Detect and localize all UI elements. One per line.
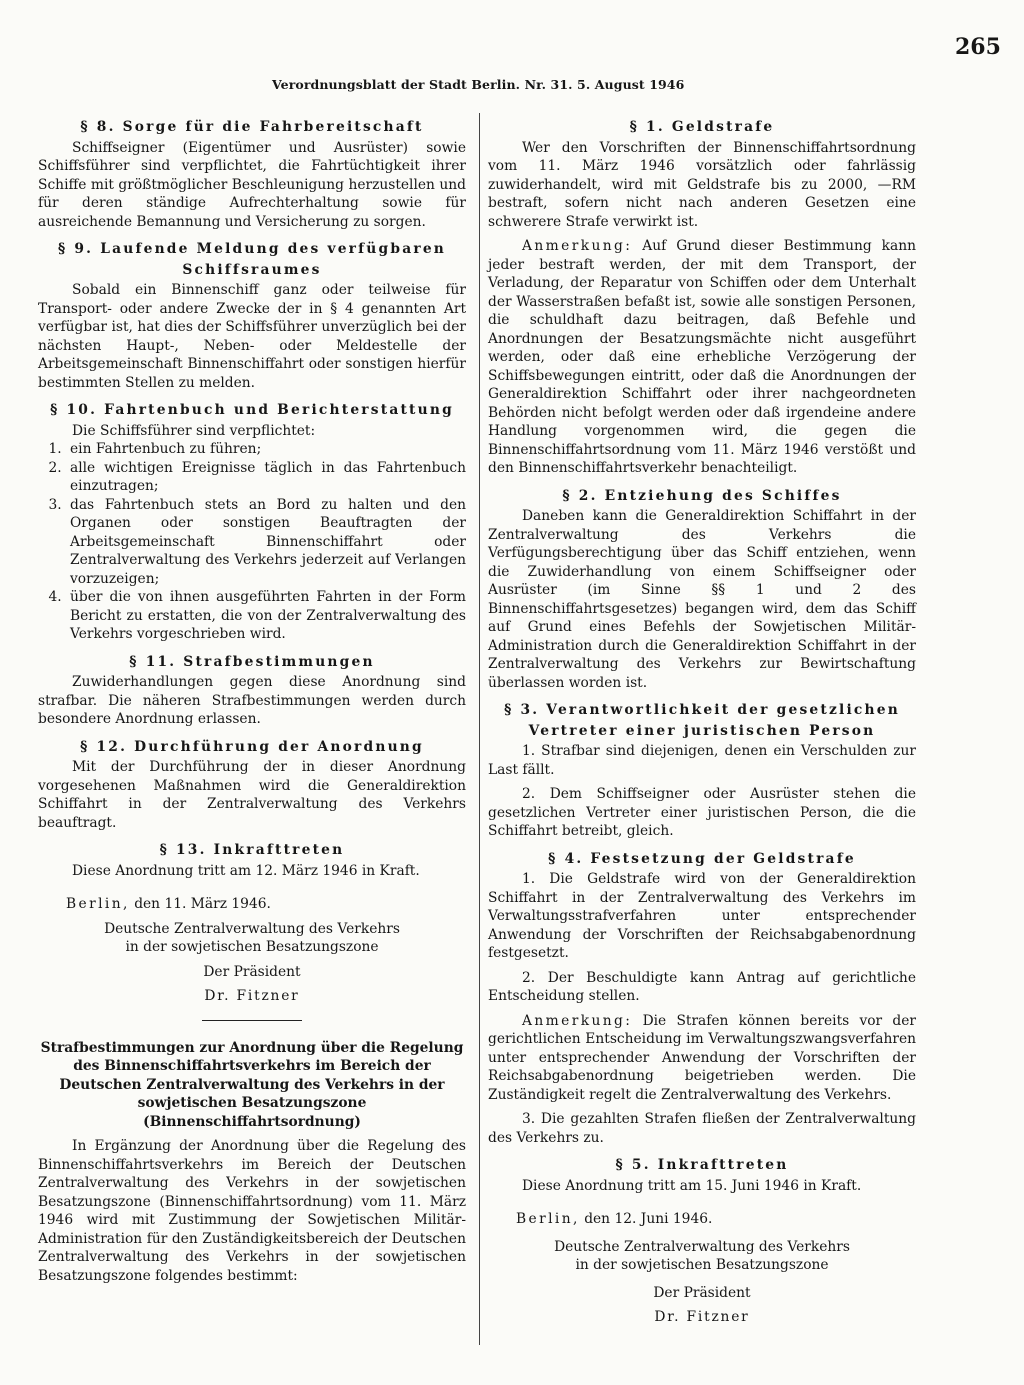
right-section-5-text: Diese Anordnung tritt am 15. Juni 1946 in Kraft. bbox=[522, 1177, 862, 1194]
date-text: den 12. Juni 1946. bbox=[584, 1211, 713, 1227]
section-13-heading: § 13. Inkrafttreten bbox=[159, 842, 345, 858]
date-place: Berlin, bbox=[516, 1211, 580, 1227]
note-label: Anmerkung: bbox=[522, 238, 633, 254]
section-10-intro: Die Schiffsführer sind verpflichtet: bbox=[72, 422, 316, 439]
running-head: Verordnungsblatt der Stadt Berlin. Nr. 31. 5. August 1946 bbox=[272, 77, 685, 92]
right-section-4-note bbox=[488, 1012, 916, 1105]
section-12-text: Mit der Durchführung der in dieser Anordnung vorgesehenen Maßnahmen wird die Generaldirektion Schiffahrt in der Zentralverwaltung des Verkehrs beauftragt. bbox=[38, 759, 466, 831]
signature-org-line2: in der sowjetischen Besatzungszone bbox=[125, 939, 379, 955]
document-title: Strafbestimmungen zur Anordnung über die Regelung des Binnenschiffahrtsverkehrs im Bereich der Deutschen Zentralverwaltung des Verkehrs in der sowjetischen Besatzungszone (Binnenschiffahrtsordnung) bbox=[40, 1039, 464, 1130]
right-section-3-heading-line1: § 3. Verantwortlichkeit der gesetzlichen bbox=[504, 702, 900, 718]
right-section-2-text: Daneben kann die Generaldirektion Schiffahrt in der Zentralverwaltung des Verkehrs die Verfügungsberechtigung über das Schiff entziehen, wenn die Zuwiderhandlung von einem Schiffseigner oder Ausrüster (im Sinne §§ 1 und 2 des Binnenschiffahrtsgesetzes) begangen wird, dem das Schiff auf Grund eines Befehls der Sowjetischen Militär-Administration durch die Generaldirektion Schiffahrt in der Zentralverwaltung des Verkehrs zur Bewirtschaftung überlassen worden ist. bbox=[488, 508, 916, 691]
section-9-text: Sobald ein Binnenschiff ganz oder teilweise für Transport- oder andere Zwecke der in § 4 genannten Art verfügbar ist, hat dies der Schiffsführer unverzüglich bei der nächsten Haupt-, Neben- oder Meldestelle der Arbeitsgemeinschaft Binnenschiffahrt oder sonstigen hierfür bestimmten Stellen zu melden. bbox=[38, 282, 466, 391]
note-text: Die Strafen können bereits vor der gerichtlichen Entscheidung im Verwaltungszwangsverfahren unter entsprechender Anwendung der Vorschriften der Reichsabgabenordnung beigetrieben werden. Die Zuständigkeit regelt die Zentralverwaltung des Verkehrs. bbox=[488, 1012, 916, 1103]
signature-title: Der Präsident bbox=[203, 963, 301, 980]
document-intro: In Ergänzung der Anordnung über die Regelung des Binnenschiffahrtsverkehrs im Bereich der Deutschen Zentralverwaltung des Verkehrs in der sowjetischen Besatzungszone (Binnenschiffahrtsordnung) vom 11. März 1946 wird mit Zustimmung der Sowjetischen Militär-Administration für den Zuständigkeitsbereich der Deutschen Zentralverwaltung des Verkehrs in der sowjetischen Besatzungszone folgendes bestimmt: bbox=[38, 1138, 466, 1284]
right-section-1-note bbox=[488, 237, 916, 478]
right-section-4-heading: § 4. Festsetzung der Geldstrafe bbox=[548, 850, 856, 867]
column-divider bbox=[479, 113, 480, 1345]
section-11-heading: § 11. Strafbestimmungen bbox=[129, 653, 375, 670]
right-section-3-heading-line2: Vertreter einer juristischen Person bbox=[528, 722, 876, 739]
section-10-list bbox=[38, 440, 466, 644]
signature-org-line1: Deutsche Zentralverwaltung des Verkehrs bbox=[104, 920, 400, 937]
signature-name: Dr. Fitzner bbox=[204, 988, 300, 1004]
right-section-3-para-1: 1. Strafbar sind diejenigen, denen ein Verschulden zur Last fällt. bbox=[488, 743, 916, 778]
section-8-heading: § 8. Sorge für die Fahrbereitschaft bbox=[80, 119, 424, 135]
right-date-line bbox=[488, 1210, 916, 1229]
right-section-4-para-3: 3. Die gezahlten Strafen fließen der Zentralverwaltung des Verkehrs zu. bbox=[488, 1111, 916, 1146]
list-item: 4. über die von ihnen ausgeführten Fahrten in der Form Bericht zu erstatten, die von der Zentralverwaltung des Verkehrs vorgeschrieben wird. bbox=[66, 588, 466, 644]
note-text: Auf Grund dieser Bestimmung kann jeder bestraft werden, der mit dem Transport, der Verladung, der Reparatur von Schiffen oder dem Unterhalt der Wasserstraßen befaßt ist, sowie alle sonstigen Personen, die schuldhaft dazu beitragen, daß Befehle und Anordnungen der Besatzungsmächte nicht ausgeführt werden, oder daß eine erhebliche Verzögerung der Schiffsbewegungen eintritt, oder daß die Anordnungen der Generaldirektion Schiffahrt oder ihrer nachgeordneten Behörden nicht befolgt werden oder daß irgendeine andere Handlung vorgenommen wird, die gegen die Binnenschiffahrtsordnung vom 11. März 1946 verstößt und den Binnenschiffahrtsverkehr benachteiligt. bbox=[488, 238, 917, 476]
list-item: 2. alle wichtigen Ereignisse täglich in das Fahrtenbuch einzutragen; bbox=[66, 459, 466, 496]
section-9-heading-line2: Schiffsraumes bbox=[182, 261, 322, 278]
right-section-2-heading: § 2. Entziehung des Schiffes bbox=[562, 487, 842, 504]
right-signature-name: Dr. Fitzner bbox=[654, 1309, 750, 1325]
left-column bbox=[38, 118, 466, 1285]
right-section-4-para-1: 1. Die Geldstrafe wird von der Generaldirektion Schiffahrt in der Zentralverwaltung des Verkehrs im Verwaltungsstrafverfahren unter entsprechender Anwendung der Vorschriften der Reichsabgabenordnung festgesetzt. bbox=[488, 871, 916, 961]
list-item: 1. ein Fahrtenbuch zu führen; bbox=[66, 440, 466, 459]
date-place: Berlin, bbox=[66, 896, 130, 912]
section-8-text: Schiffseigner (Eigentümer und Ausrüster) sowie Schiffsführer sind verpflichtet, die Fahrtüchtigkeit ihrer Schiffe mit größtmöglicher Beschleunigung herzustellen und für deren ständige Aufrechterhaltung sowie für ausreichende Bemannung und Versicherung zu sorgen. bbox=[38, 139, 466, 230]
right-section-4-para-2: 2. Der Beschuldigte kann Antrag auf gerichtliche Entscheidung stellen. bbox=[488, 969, 916, 1004]
right-signature-title: Der Präsident bbox=[653, 1284, 751, 1301]
right-signature-org-line1: Deutsche Zentralverwaltung des Verkehrs bbox=[554, 1238, 850, 1255]
right-column bbox=[488, 118, 916, 1327]
section-9-heading-line1: § 9. Laufende Meldung des verfügbaren bbox=[57, 241, 447, 257]
right-section-5-heading: § 5. Inkrafttreten bbox=[615, 1157, 789, 1173]
section-12-heading: § 12. Durchführung der Anordnung bbox=[80, 738, 424, 755]
section-10-heading: § 10. Fahrtenbuch und Berichterstattung bbox=[50, 402, 454, 418]
right-section-3-para-2: 2. Dem Schiffseigner oder Ausrüster stehen die gesetzlichen Vertreter einer juristischen Person, die die Schiffahrt betreibt, gleich. bbox=[488, 786, 916, 839]
note-label: Anmerkung: bbox=[522, 1012, 633, 1029]
right-section-1-heading: § 1. Geldstrafe bbox=[629, 119, 775, 135]
right-section-1-text: Wer den Vorschriften der Binnenschiffahrtsordnung vom 11. März 1946 vorsätzlich oder fahrlässig zuwiderhandelt, wird mit Geldstrafe bis zu 2000, —RM bestraft, sofern nicht nach anderen Gesetzen eine schwerere Strafe verwirkt ist. bbox=[488, 139, 916, 230]
separator-rule bbox=[202, 1020, 302, 1021]
date-text: den 11. März 1946. bbox=[134, 896, 271, 912]
section-11-text: Zuwiderhandlungen gegen diese Anordnung sind strafbar. Die näheren Strafbestimmungen werden durch besondere Anordnung erlassen. bbox=[38, 674, 466, 727]
page-number: 265 bbox=[955, 34, 1001, 60]
date-line bbox=[38, 895, 466, 914]
right-signature-org-line2: in der sowjetischen Besatzungszone bbox=[575, 1257, 829, 1273]
section-13-text: Diese Anordnung tritt am 12. März 1946 in Kraft. bbox=[72, 862, 420, 879]
list-item: 3. das Fahrtenbuch stets an Bord zu halten und den Organen oder sonstigen Beauftragten der Arbeitsgemeinschaft Binnenschiffahrt oder Zentralverwaltung des Verkehrs jederzeit auf Verlangen vorzuzeigen; bbox=[66, 496, 466, 589]
